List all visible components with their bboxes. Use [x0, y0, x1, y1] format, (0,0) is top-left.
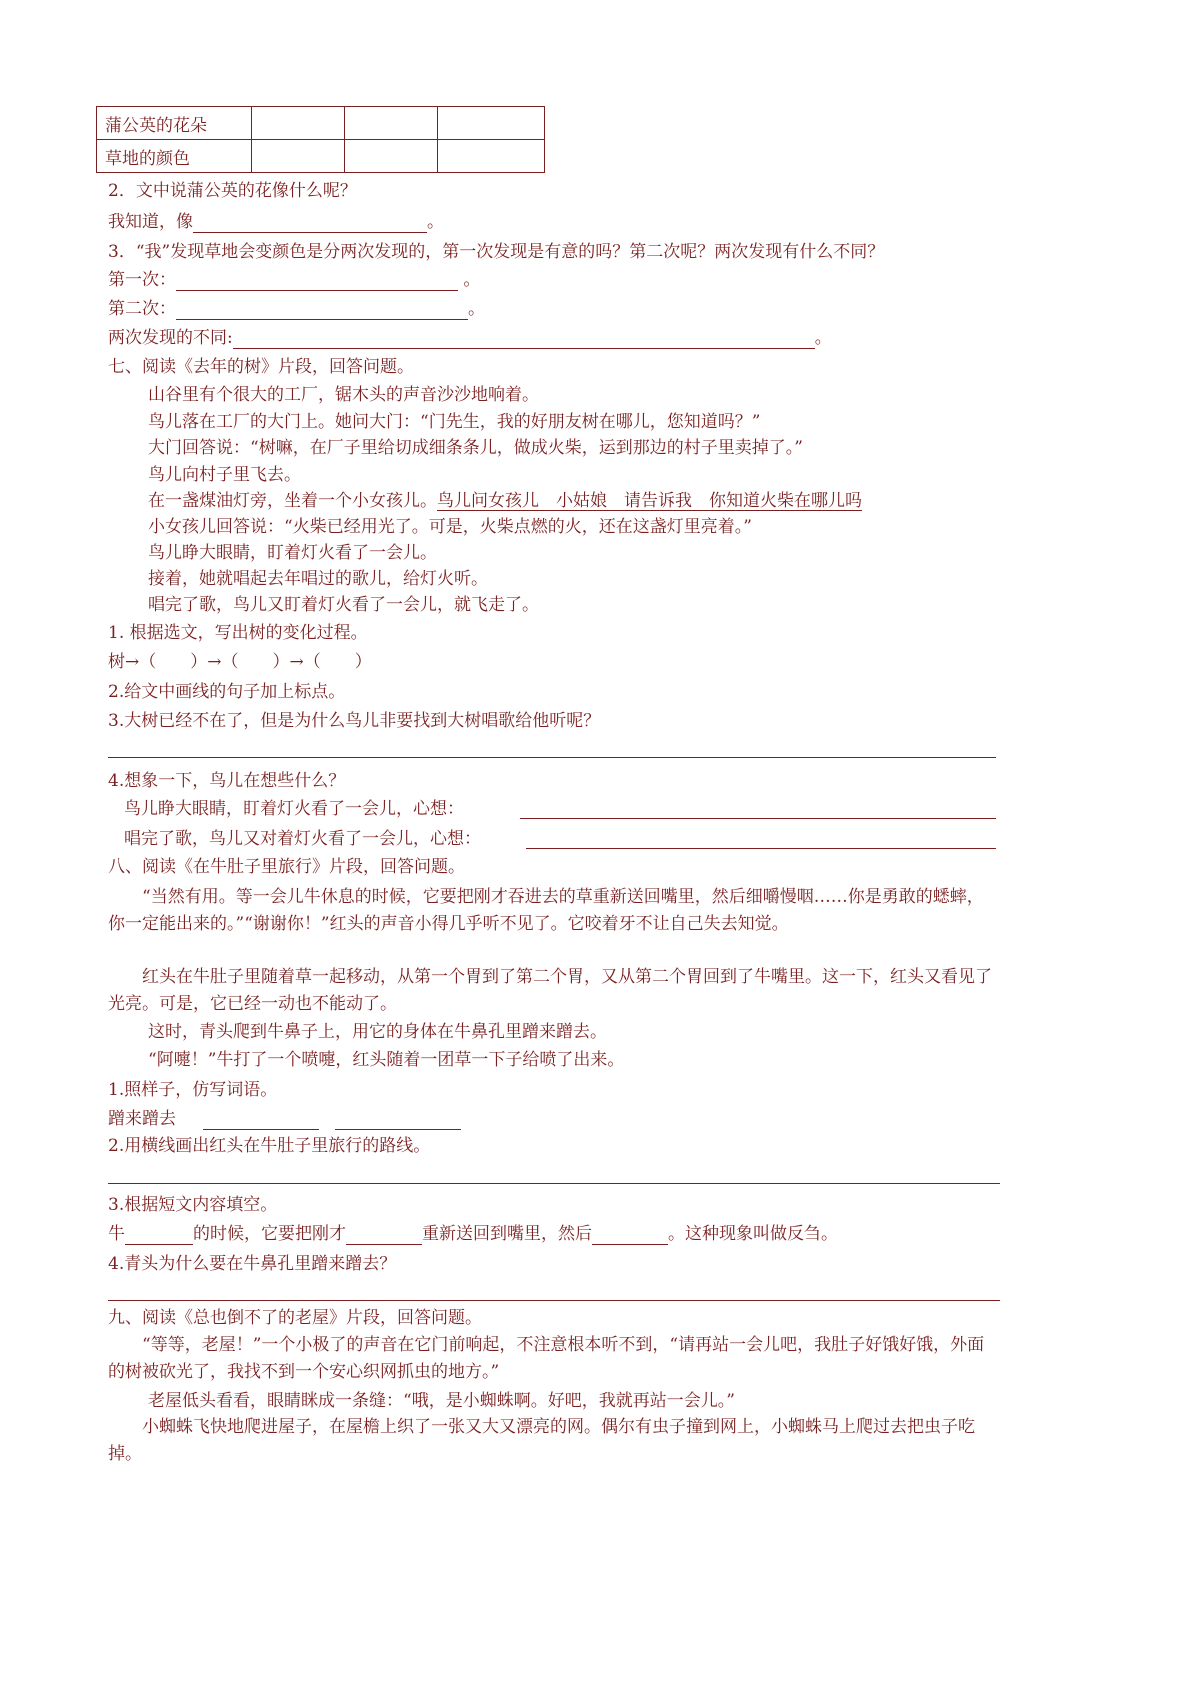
section-8-title: 八、阅读《在牛肚子里旅行》片段，回答问题。 [108, 857, 465, 877]
table-cell[interactable] [345, 107, 438, 140]
passage-paragraph: 小女孩儿回答说：“火柴已经用光了。可是，火柴点燃的火，还在这盏灯里亮着。” [148, 517, 752, 537]
second-label: 第二次： [108, 299, 176, 319]
passage-paragraph: 接着，她就唱起去年唱过的歌儿，给灯火听。 [148, 569, 488, 589]
answer-blank[interactable] [193, 214, 427, 233]
section-9-title: 九、阅读《总也倒不了的老屋》片段，回答问题。 [108, 1308, 482, 1328]
passage-paragraph: “当然有用。等一会儿牛休息的时候，它要把刚才吞进去的草重新送回嘴里，然后细嚼慢咽……你是勇敢的蟋蟀，你一定能出来的。”“谢谢你！”红头的声音小得几乎听不见了。它咬着牙不让自己失去知觉。 [108, 887, 984, 934]
question-8-1: 1.照样子，仿写词语。 [108, 1080, 278, 1100]
first-suffix: 。 [463, 270, 481, 290]
row-label: 蒲公英的花朵 [97, 107, 252, 140]
difference-suffix: 。 [814, 328, 832, 348]
question-7-3: 3.大树已经不在了，但是为什么鸟儿非要找到大树唱歌给他听呢？ [108, 711, 601, 731]
underlined-sentence: 鸟儿问女孩儿 小姑娘 请告诉我 你知道火柴在哪儿吗 [437, 491, 862, 511]
answer-line-2 [108, 211, 444, 233]
fill-in-line [108, 1223, 838, 1245]
change-chain[interactable]: 树→（ ）→（ ）→（ ） [108, 652, 372, 672]
first-blank[interactable] [176, 272, 458, 291]
row-label: 草地的颜色 [97, 140, 252, 173]
passage-paragraph: 鸟儿落在工厂的大门上。她问大门：“门先生，我的好朋友树在哪儿，您知道吗？” [148, 412, 761, 432]
answer-rule[interactable] [108, 757, 996, 758]
passage-paragraph: 小蜘蛛飞快地爬进屋子，在屋檐上织了一张又大又漂亮的网。偶尔有虫子撞到网上，小蜘蛛马上爬过去把虫子吃掉。 [108, 1417, 975, 1464]
passage-paragraph: 大门回答说：“树嘛，在厂子里给切成细条条儿，做成火柴，运到那边的村子里卖掉了。” [148, 438, 803, 458]
answer-rule[interactable] [108, 1183, 1000, 1184]
question-7-1: 1. 根据选文，写出树的变化过程。 [108, 623, 368, 643]
table-row [97, 140, 545, 173]
answer-prefix: 我知道，像 [108, 212, 193, 232]
question-3: 3．“我”发现草地会变颜色是分两次发现的，第一次发现是有意的吗？第二次呢？两次发现有什么不同？ [108, 242, 885, 262]
fill-blank[interactable] [592, 1226, 668, 1245]
answer-rule[interactable] [520, 818, 996, 819]
fill-blank[interactable] [125, 1226, 193, 1245]
question-8-4: 4.青头为什么要在牛鼻孔里蹭来蹭去？ [108, 1254, 397, 1274]
table-cell[interactable] [438, 107, 545, 140]
passage-paragraph: 这时，青头爬到牛鼻子上，用它的身体在牛鼻孔里蹭来蹭去。 [148, 1022, 607, 1042]
passage-paragraph: 鸟儿睁大眼睛，盯着灯火看了一会儿。 [148, 543, 437, 563]
difference-label: 两次发现的不同: [108, 328, 233, 348]
table-cell[interactable] [252, 107, 345, 140]
fill-blank[interactable] [346, 1226, 422, 1245]
answer-rule[interactable] [526, 848, 996, 849]
passage-paragraph: “等等，老屋！”一个小极了的声音在它门前响起，不注意根本听不到，“请再站一会儿吧，我肚子好饿好饿，外面的树被砍光了，我找不到一个安心织网抓虫的地方。” [108, 1335, 985, 1382]
question-7-2: 2.给文中画线的句子加上标点。 [108, 682, 346, 702]
passage-paragraph: 老屋低头看看，眼睛眯成一条缝：“哦，是小蜘蛛啊。好吧，我就再站一会儿。” [148, 1391, 735, 1411]
fill-text: 。这种现象叫做反刍。 [668, 1224, 838, 1244]
table-cell[interactable] [438, 140, 545, 173]
section-7-title: 七、阅读《去年的树》片段，回答问题。 [108, 357, 414, 377]
table-cell[interactable] [252, 140, 345, 173]
question-2: 2．文中说蒲公英的花像什么呢？ [108, 181, 357, 201]
passage-text: 在一盏煤油灯旁，坐着一个小女孩儿。 [148, 491, 437, 511]
answer-suffix: 。 [427, 212, 444, 232]
table-row [97, 107, 545, 140]
passage-paragraph: 唱完了歌，鸟儿又盯着灯火看了一会儿，就飞走了。 [148, 595, 539, 615]
observation-table [96, 106, 545, 173]
passage-paragraph [148, 490, 862, 512]
passage-paragraph: 山谷里有个很大的工厂，锯木头的声音沙沙地响着。 [148, 385, 539, 405]
fill-text: 重新送回到嘴里，然后 [422, 1224, 592, 1244]
word-blank[interactable] [335, 1111, 461, 1130]
passage-paragraph: “阿嚏！”牛打了一个喷嚏，红头随着一团草一下子给喷了出来。 [148, 1050, 625, 1070]
imagine-line-1: 鸟儿睁大眼睛，盯着灯火看了一会儿，心想： [124, 799, 464, 819]
table-cell[interactable] [345, 140, 438, 173]
answer-rule[interactable] [108, 1300, 1000, 1301]
word-blank[interactable] [203, 1111, 319, 1130]
question-8-2: 2.用横线画出红头在牛肚子里旅行的路线。 [108, 1136, 431, 1156]
difference-blank[interactable] [233, 330, 815, 349]
question-8-3: 3.根据短文内容填空。 [108, 1195, 278, 1215]
second-discovery-line [108, 298, 485, 320]
first-discovery-line [108, 269, 480, 291]
second-blank[interactable] [176, 301, 468, 320]
imagine-line-2: 唱完了歌，鸟儿又对着灯火看了一会儿，心想： [124, 829, 481, 849]
word-example: 蹭来蹭去 [108, 1109, 176, 1129]
second-suffix: 。 [468, 299, 485, 319]
passage-paragraph: 鸟儿向村子里飞去。 [148, 465, 301, 485]
first-label: 第一次： [108, 270, 176, 290]
fill-text: 牛 [108, 1224, 125, 1244]
word-example-line [108, 1108, 461, 1130]
fill-text: 的时候，它要把刚才 [193, 1224, 346, 1244]
passage-paragraph: 红头在牛肚子里随着草一起移动，从第一个胃到了第二个胃，又从第二个胃回到了牛嘴里。这一下，红头又看见了光亮。可是，它已经一动也不能动了。 [108, 967, 992, 1014]
difference-line [108, 327, 832, 349]
question-7-4: 4.想象一下，鸟儿在想些什么？ [108, 771, 346, 791]
